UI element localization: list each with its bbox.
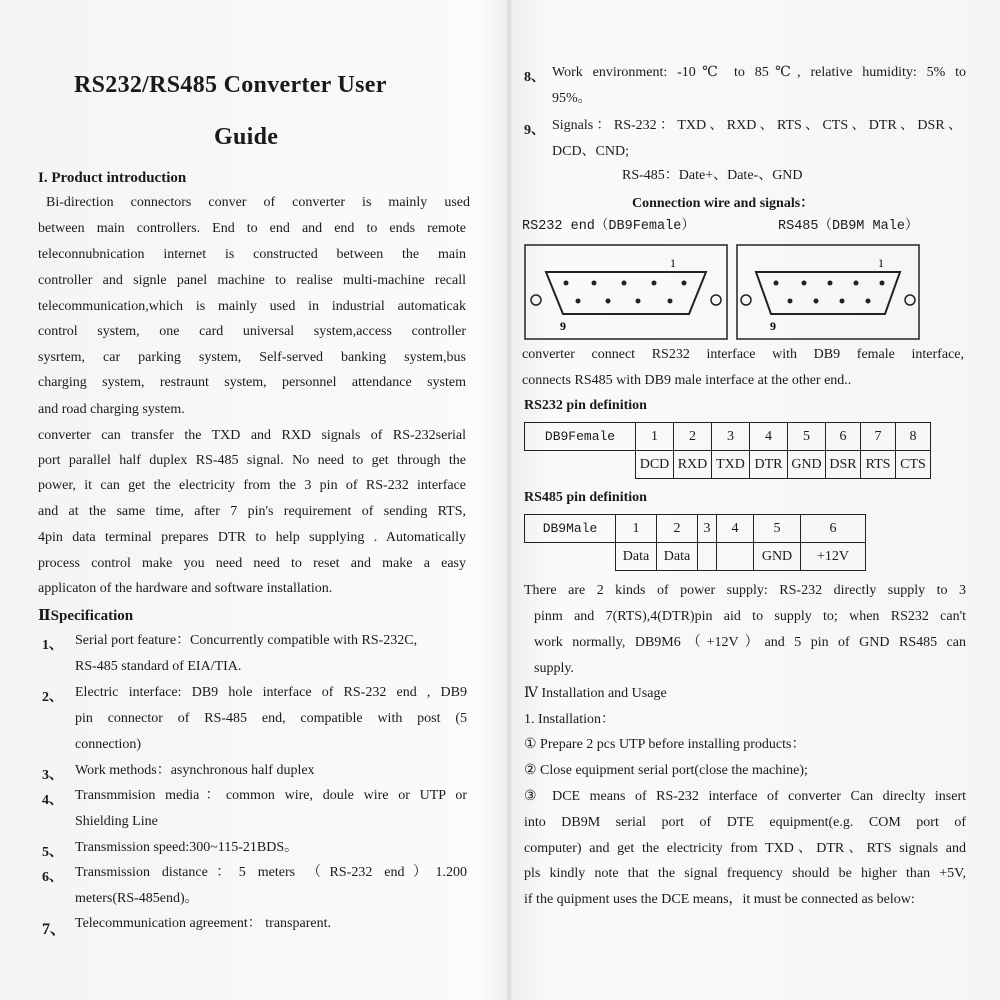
signal-cell: DTR <box>750 451 788 479</box>
spec-number: 3、 <box>42 768 63 783</box>
intro-line: between main controllers. End to end and end to ends remote <box>38 221 466 236</box>
rs232-end-label: RS232 end（DB9Female） <box>522 219 695 234</box>
power-line: supply. <box>534 661 574 676</box>
table-row <box>525 543 866 571</box>
spec-number: 7、 <box>42 921 67 938</box>
spec-line: Serial port feature：Concurrently compatible with RS-232C, <box>75 633 418 648</box>
signal-cell: TXD <box>712 451 750 479</box>
pin-number-cell: 3 <box>698 515 717 543</box>
spec-line: Signals：RS-232：TXD、RXD、RTS、CTS、DTR、DSR、 <box>552 118 962 133</box>
rs485-pin-table <box>524 514 866 571</box>
pin-1-label: 1 <box>670 256 676 270</box>
section1-heading: I. Product introduction <box>38 170 187 186</box>
signal-cell: +12V <box>801 543 866 571</box>
pin-number-cell: 4 <box>717 515 754 543</box>
pin-number-cell: 8 <box>896 423 931 451</box>
table-row <box>525 423 931 451</box>
spec-number: 4、 <box>42 793 63 808</box>
intro-line: process control make you need need to reset and make a easy <box>38 556 466 571</box>
pin-9-label: 9 <box>770 319 776 333</box>
signal-cell: DCD <box>636 451 674 479</box>
spec-line: Telecommunication agreement： transparent. <box>75 916 331 931</box>
install-step: ② Close equipment serial port(close the machine); <box>524 763 808 778</box>
spec-line: Transmission speed:300~115-21BDS。 <box>75 840 299 855</box>
signal-cell: CTS <box>896 451 931 479</box>
rs485-end-label: RS485（DB9M Male） <box>778 219 919 234</box>
signal-cell <box>698 543 717 571</box>
connection-heading: Connection wire and signals： <box>632 196 815 211</box>
section4-heading: Ⅳ Installation and Usage <box>524 686 667 701</box>
signal-cell: Data <box>616 543 657 571</box>
intro-line: Bi-direction connectors conver of converter is mainly used <box>46 195 470 210</box>
pin-number-cell: 6 <box>801 515 866 543</box>
intro-line: controller and signle panel machine to realise multi-machine recall <box>38 273 466 288</box>
install-step: computer) and get the electricity from TXD、DTR、RTS signals and <box>524 841 966 856</box>
install-step: if the quipment uses the DCE means，it must be connected as below: <box>524 892 915 907</box>
install-step: ③ DCE means of RS-232 interface of converter Can direclty insert <box>524 789 966 804</box>
spec-line: Electric interface: DB9 hole interface of RS-232 end , DB9 <box>75 685 467 700</box>
spec-line: DCD、CND; <box>552 144 630 159</box>
connect-line: converter connect RS232 interface with DB9 female interface, <box>522 347 964 362</box>
spec-line: pin connector of RS-485 end, compatible with post (5 <box>75 711 467 726</box>
spec-line: Work methods：asynchronous half duplex <box>75 763 315 778</box>
pin-9-label: 9 <box>560 319 566 333</box>
install-step: pls kindly note that the signal frequency should be higher than +5V, <box>524 866 966 881</box>
rs232-pin-table <box>524 422 931 479</box>
pin-number-cell: 1 <box>616 515 657 543</box>
title-line-1: RS232/RS485 Converter User <box>74 72 387 98</box>
intro-line: telecommunication,which is mainly used in industrial automaticak <box>38 299 466 314</box>
spec-line: Transmission distance：5 meters （RS-232 end）1.200 <box>75 865 467 880</box>
power-line: work normally, DB9M6（+12V）and 5 pin of GND RS485 can <box>534 635 966 650</box>
pin-number-cell: 3 <box>712 423 750 451</box>
table-label-cell: DB9Male <box>525 515 616 543</box>
rs485-table-heading: RS485 pin definition <box>524 490 647 505</box>
signal-cell: GND <box>788 451 826 479</box>
pin-number-cell: 6 <box>826 423 861 451</box>
pin-number-cell: 4 <box>750 423 788 451</box>
pin-number-cell: 7 <box>861 423 896 451</box>
empty-cell <box>525 451 636 479</box>
signal-cell: DSR <box>826 451 861 479</box>
signal-cell: RTS <box>861 451 896 479</box>
intro-line: converter can transfer the TXD and RXD signals of RS-232serial <box>38 428 466 443</box>
power-line: There are 2 kinds of power supply: RS-232 directly supply to 3 <box>524 583 966 598</box>
signal-cell: RXD <box>674 451 712 479</box>
intro-line: power, it can get the electricity from the 3 pin of RS-232 interface <box>38 478 466 493</box>
spec-number: 8、 <box>524 70 545 85</box>
table-row <box>525 515 866 543</box>
spec-line: connection) <box>75 737 142 752</box>
intro-line: control system, one card universal system,access controller <box>38 324 466 339</box>
pin-number-cell: 1 <box>636 423 674 451</box>
intro-line: teleconnubnication internet is constructed between the main <box>38 247 466 262</box>
spec-line: RS-485 standard of EIA/TIA. <box>75 659 242 674</box>
title-line-2: Guide <box>214 124 279 150</box>
intro-line: 4pin data terminal prepares DTR to help supplying . Automatically <box>38 530 466 545</box>
db9-male-connector-icon <box>736 244 920 340</box>
pin-number-cell: 2 <box>657 515 698 543</box>
installation-heading: 1. Installation： <box>524 712 615 727</box>
power-line: pinm and 7(RTS),4(DTR)pin aid to supply to; when RS232 can't <box>534 609 966 624</box>
spec-line: Work environment: -10℃ to 85℃, relative humidity: 5% to <box>552 65 966 80</box>
db9-female-connector-icon <box>524 244 728 340</box>
spec-line: Shielding Line <box>75 814 158 829</box>
spec-line: meters(RS-485end)。 <box>75 891 199 906</box>
section2-heading: ⅡSpecification <box>38 608 134 624</box>
signal-cell: GND <box>754 543 801 571</box>
intro-line: applicaton of the hardware and software installation. <box>38 581 333 596</box>
intro-line: sysrtem, car parking system, Self-served banking system,bus <box>38 350 466 365</box>
install-step: into DB9M serial port of DTE equipment(e.g. COM port of <box>524 815 966 830</box>
spec-number: 1、 <box>42 638 63 653</box>
pin-number-cell: 2 <box>674 423 712 451</box>
intro-line: and road charging system. <box>38 402 185 417</box>
install-step: ① Prepare 2 pcs UTP before installing products： <box>524 737 806 752</box>
table-label-cell: DB9Female <box>525 423 636 451</box>
signal-cell: Data <box>657 543 698 571</box>
intro-line: charging system, restraunt system, personnel attendance system <box>38 375 466 390</box>
pin-number-cell: 5 <box>788 423 826 451</box>
spec-number: 9、 <box>524 123 545 138</box>
rs232-table-heading: RS232 pin definition <box>524 398 647 413</box>
signal-cell <box>717 543 754 571</box>
connect-line: connects RS485 with DB9 male interface at the other end.. <box>522 373 852 388</box>
spec-number: 2、 <box>42 690 63 705</box>
page-fold <box>506 0 512 1000</box>
intro-line: and at the same time, after 7 pin's requirement of sending RTS, <box>38 504 466 519</box>
intro-line: port parallel half duplex RS-485 signal. No need to get through the <box>38 453 466 468</box>
table-row <box>525 451 931 479</box>
spec-number: 5、 <box>42 845 63 860</box>
spec-number: 6、 <box>42 870 63 885</box>
rs485-signals: RS-485：Date+、Date-、GND <box>622 168 803 183</box>
spec-line: 95%。 <box>552 91 592 106</box>
spec-line: Transmmision media：common wire, doule wire or UTP or <box>75 788 467 803</box>
empty-cell <box>525 543 616 571</box>
pin-number-cell: 5 <box>754 515 801 543</box>
pin-1-label: 1 <box>878 256 884 270</box>
